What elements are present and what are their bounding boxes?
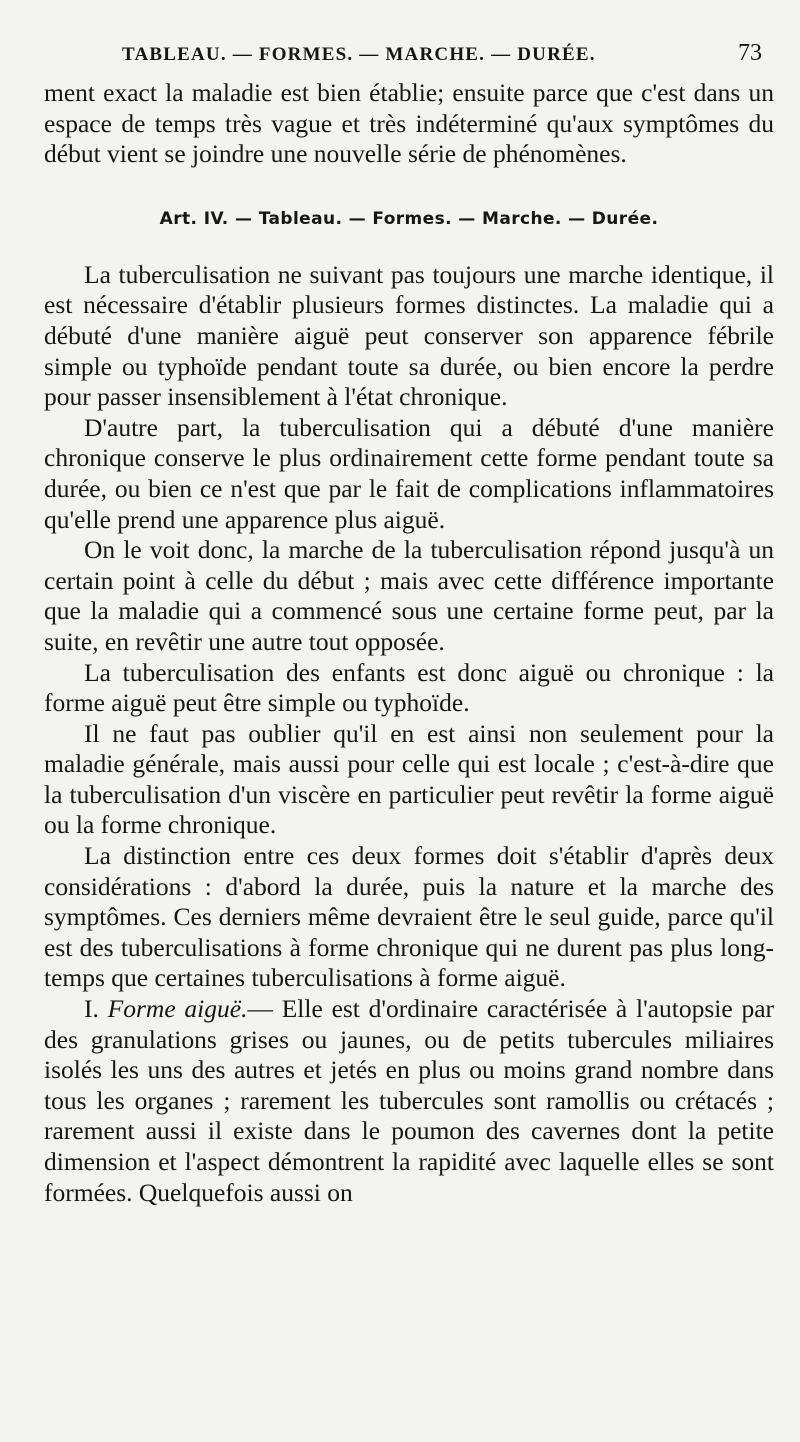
section-heading: Art. IV. — Tableau. — Formes. — Marche. — Durée. xyxy=(159,208,659,229)
paragraph-text: — Elle est d'ordinaire caractérisée à l'autopsie par des granulations grises ou jaunes, ou de petits tubercules miliaires isolés les uns des autres et jetés en plus ou moins grand nombre dans tous les organes ; rarement les tubercules sont ramollis ou crétacés ; rarement aussi il existe dans le poumon des cavernes dont la petite dimension et l'aspect démontrent la rapidité avec laquelle elles se sont formées. Quelquefois aussi on xyxy=(44,994,774,1207)
running-head xyxy=(122,40,762,72)
paragraph: On le voit donc, la marche de la tuberculisation répond jusqu'à un certain point à celle du début ; mais avec cette différence importante que la maladie qui a commencé sous une certaine forme peut, par la suite, en revêtir une autre tout opposée. xyxy=(44,535,774,656)
running-title: TABLEAU. — FORMES. — MARCHE. — DURÉE. xyxy=(122,44,596,65)
paragraph: La tuberculisation ne suivant pas toujours une marche identique, il est nécessaire d'établir plusieurs formes distinctes. La maladie qui a débuté d'une manière aiguë peut conserver son apparence fébrile simple ou typhoïde pendant toute sa durée, ou bien encore la perdre pour passer insensiblement à l'état chronique. xyxy=(44,259,774,412)
paragraph: D'autre part, la tuberculisation qui a débuté d'une manière chronique conserve le plus ordinairement cette forme pendant toute sa durée, ou bien ce n'est que par le fait de complications inflammatoires qu'elle prend une apparence plus aiguë. xyxy=(44,412,774,534)
paragraph: Il ne faut pas oublier qu'il en est ainsi non seulement pour la maladie générale, mais aussi pour celle qui est locale ; c'est-à-dire que la tuberculisation d'un viscère en particulier peut revêtir la forme aiguë ou la forme chronique. xyxy=(44,718,774,840)
form-name: Forme aiguë. xyxy=(107,994,248,1024)
paragraph-forme-aigue xyxy=(44,994,774,1208)
page-number: 73 xyxy=(738,40,762,66)
paragraph: La distinction entre ces deux formes doit s'établir d'après deux considérations : d'abord la durée, puis la nature et la marche des symptômes. Ces derniers même devraient être le seul guide, parce qu'il est des tuberculisations à forme chronique qui ne durent pas plus long-temps que certaines tuberculisations à forme aiguë. xyxy=(44,841,774,993)
list-number: I. xyxy=(84,994,99,1024)
paragraph: La tuberculisation des enfants est donc aiguë ou chronique : la forme aiguë peut être simple ou typhoïde. xyxy=(44,657,774,718)
paragraph-continued: ment exact la maladie est bien établie; ensuite parce que c'est dans un espace de temps très vague et très indéterminé qu'aux symptômes du début vient se joindre une nouvelle série de phénomènes. xyxy=(44,78,774,169)
main-text xyxy=(44,78,774,1208)
